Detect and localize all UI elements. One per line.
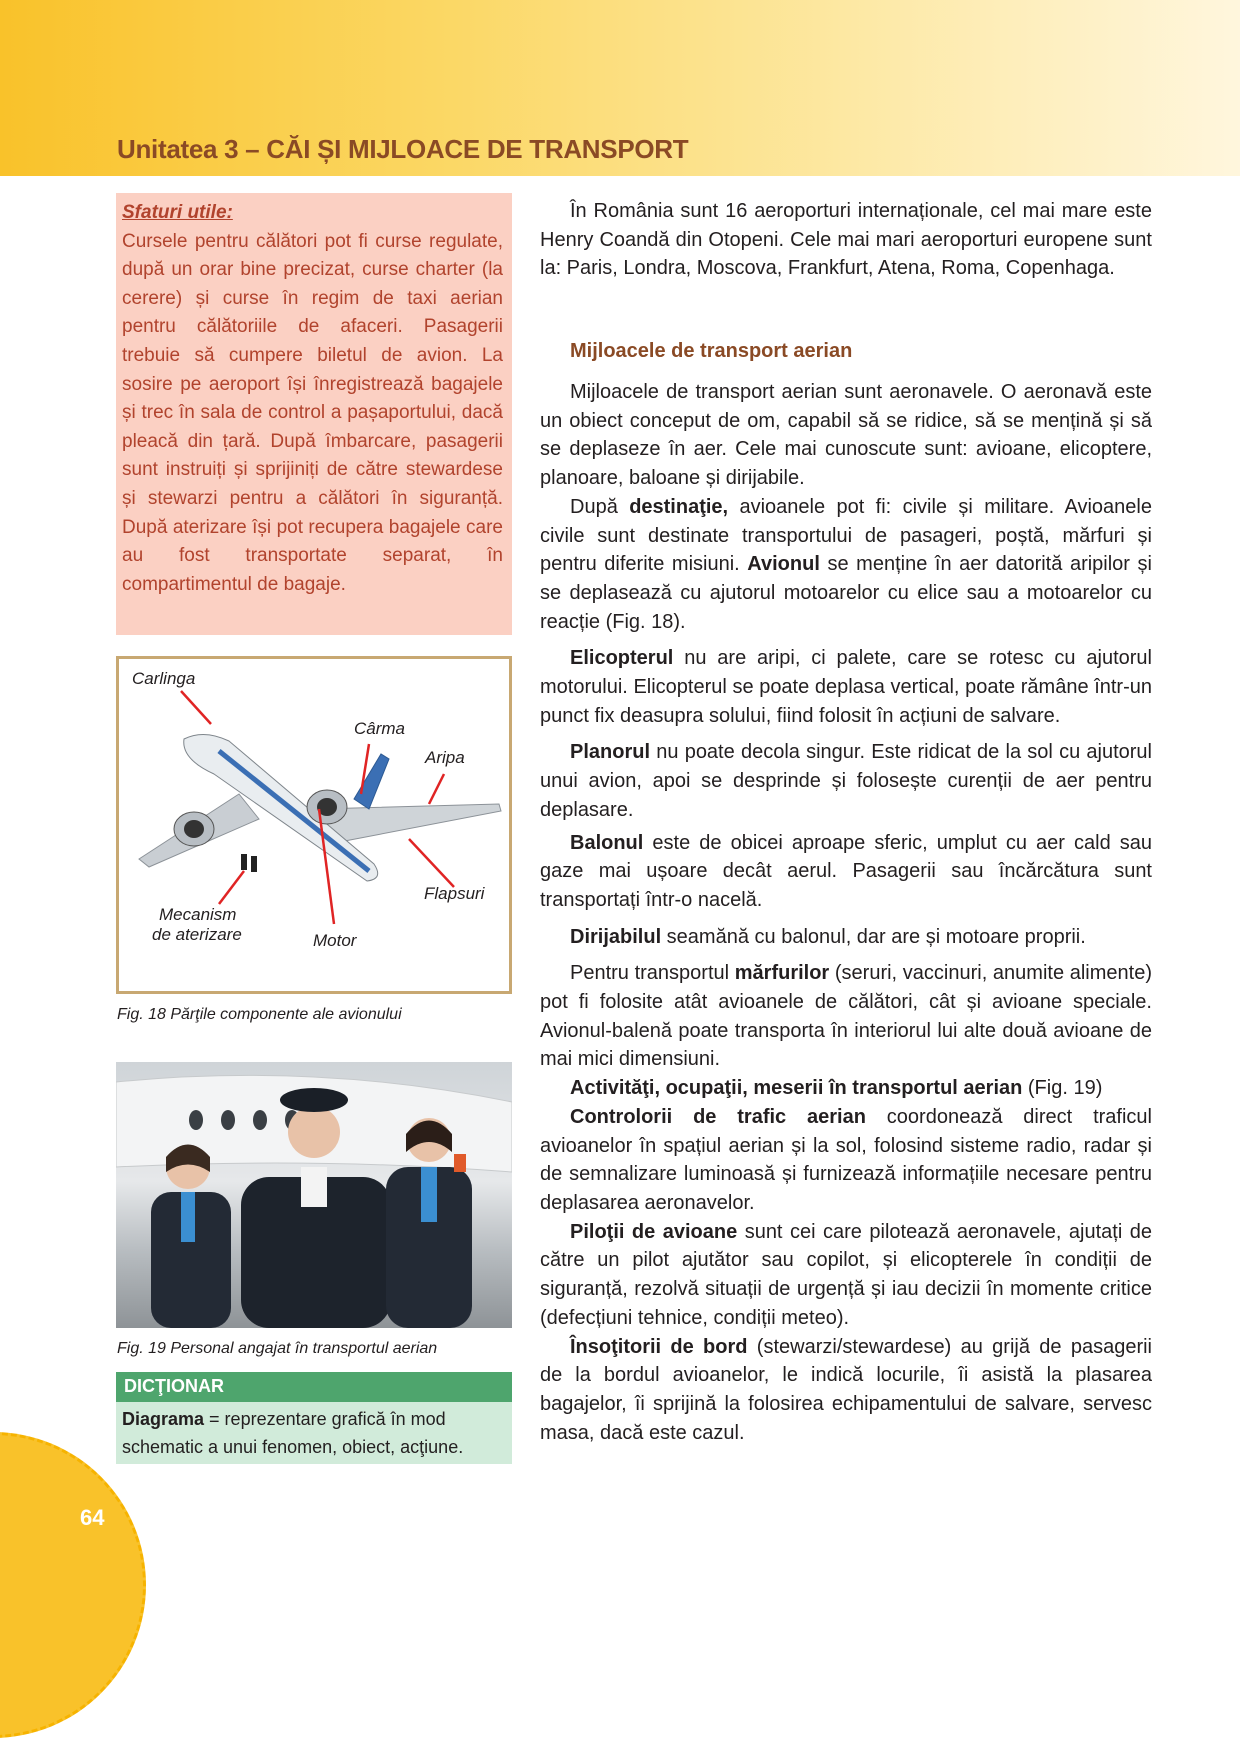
label-landing-gear-2: de aterizare [152, 925, 242, 944]
paragraph-controllers: Controlorii de trafic aerian coordonează direct traficul avioanelor în spațiul aerian și la sol, folosind sisteme radio, radar și de semnalizare luminoasă și furnizează informațiile necesare pentru deplasarea aeronavelor. [540, 1105, 1152, 1214]
crew-illustration [116, 1062, 512, 1328]
stewardess-right-scarf [421, 1167, 437, 1222]
figure-19-caption: Fig. 19 Personal angajat în transportul aerian [117, 1340, 438, 1357]
tips-text: Cursele pentru călători pot fi curse regulate, după un orar bine precizat, curse charter (la cerere) și curse în regim de taxi aerian pentru călătoriile de afaceri. Pasagerii trebuie să cumpere biletul de avion. La sosire pe aeroport își înregistrează bagajele și trec în sala de control a pașaportului, dacă pleacă din țară. După îmbarcare, pasagerii sunt instruiți și sprijiniți de către stewardese și stewarzi pentru a călători în siguranță. După aterizare își pot recupera bagajele care au fost transportate separat, în compartimentul de bagaje. [122, 230, 503, 595]
paragraph-glider: Planorul nu poate decola singur. Este ridicat de la sol cu ajutorul unui avion, apoi se desprinde și folosește curenții de aer pentru deplasare. [540, 741, 1152, 821]
paragraph-cargo: Pentru transportul mărfurilor (seruri, vaccinuri, anumite alimente) pot fi folosite atât avioanele de călători, cât și avioane speciale. Avionul-balenă poate transporta în interiorul lui alte două avioane de mai mici dimensiuni. [540, 962, 1152, 1071]
tail-fin-shape [354, 754, 389, 809]
label-wing: Aripa [425, 748, 465, 767]
label-cockpit: Carlinga [132, 669, 196, 688]
paragraph-aircraft: Mijloacele de transport aerian sunt aeronavele. O aeronavă este un obiect conceput de om, capabil să se ridice, să se mențină și să se deplaseze în aer. Cele mai cunoscute sunt: avioane, elicoptere, planoare, baloane și dirijabile. [540, 381, 1152, 490]
label-rudder: Cârma [354, 719, 406, 738]
unit-title: Unitatea 3 – CĂI ȘI MIJLOACE DE TRANSPORT [117, 134, 689, 164]
arrow-cockpit [181, 691, 211, 724]
paragraph-occupations-heading: Activităţi, ocupaţii, meserii în transportul aerian (Fig. 19) [570, 1077, 1103, 1100]
dictionary-term: Diagrama [122, 1409, 205, 1429]
paragraph-airship: Dirijabilul seamănă cu balonul, dar are și motoare proprii. [570, 925, 1086, 948]
stewardess-right-glove [454, 1154, 466, 1172]
page-corner-decoration [0, 1432, 146, 1738]
landing-gear-left [241, 854, 247, 870]
label-flaps: Flapsuri [424, 884, 485, 903]
landing-gear-right [251, 856, 257, 872]
tips-box [116, 193, 512, 635]
figure-18-airplane-diagram [116, 656, 512, 994]
paragraph-flight-attendants: Însoţitorii de bord (stewarzi/stewardese) au grijă de pasagerii de la bordul avioanelor, le indică locurile, îi asistă la plasarea bagajelor, îi sprijină la folosirea echipamentului de salvare, servesc masa, dacă este cazul. [540, 1335, 1152, 1444]
stewardess-left-scarf [181, 1192, 195, 1242]
paragraph-helicopter: Elicopterul nu are aripi, ci palete, care se rotesc cu ajutorul motorului. Elicopterul se poate deplasa vertical, poate rămâne într-un punct fix deasupra solului, fiind folosit în acțiuni de salvare. [540, 647, 1152, 727]
section-subheading: Mijloacele de transport aerian [570, 340, 853, 362]
paragraph-balloon: Balonul este de obicei aproape sferic, umplut cu aer cald sau gaze mai ușoare decât aerul. Pasagerii sau încărcătura sunt transportați într-o nacelă. [540, 831, 1152, 911]
paragraph-pilots: Piloţii de avioane sunt cei care pilotează aeronavele, ajutați de către un pilot ajutător sau copilot, și elicopterele în condiții de siguranță, rezolvă situații de urgență și iau decizii în momente critice (defecțiuni tehnice, condiții meteo). [540, 1220, 1152, 1329]
label-landing-gear-1: Mecanism [159, 905, 237, 924]
tips-title: Sfaturi utile: [122, 202, 233, 223]
figure-19-crew-photo [116, 1062, 512, 1328]
pilot-face [288, 1106, 340, 1158]
dictionary-body [116, 1402, 512, 1464]
intro-paragraph [540, 197, 1152, 283]
figure-18-caption: Fig. 18 Părţile componente ale avionului [117, 1006, 402, 1023]
arrow-flaps [409, 839, 454, 887]
dictionary-definition: = reprezentare grafică în mod schematic a unui fenomen, obiect, acţiune. [122, 1409, 464, 1457]
left-engine-intake [184, 820, 204, 838]
pilot-shirt [301, 1167, 327, 1207]
arrow-wing [429, 774, 444, 804]
label-engine: Motor [313, 931, 357, 950]
paragraph-destination: După destinaţie, avioanele pot fi: civile și militare. Avioanele civile sunt destinate transportului de pasageri, poștă, mărfuri și pentru diferite misiuni. Avionul se menține în aer datorită aripilor și se deplasează cu ajutorul motoarelor cu elice sau a motoarelor cu reacție (Fig. 18). [540, 495, 1152, 633]
pilot-cap [280, 1088, 348, 1112]
main-column [540, 378, 1152, 1447]
dictionary-heading: DICŢIONAR [116, 1372, 512, 1402]
intro-text: În România sunt 16 aeroporturi internaționale, cel mai mare este Henry Coandă din Otopeni. Cele mai mari aeroporturi europene sunt la: Paris, Londra, Moscova, Frankfurt, Atena, Roma, Copenhaga. [540, 200, 1152, 280]
page-number: 64 [80, 1505, 105, 1530]
arrow-landing-gear [219, 871, 244, 904]
